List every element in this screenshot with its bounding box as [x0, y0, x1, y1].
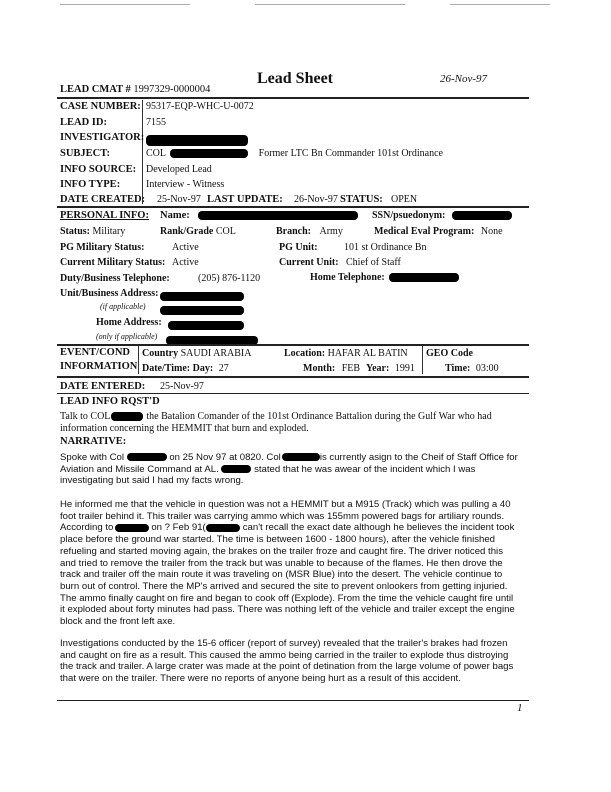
info-type-value: Interview - Witness	[146, 179, 225, 190]
home-address-label: Home Address:	[96, 317, 162, 328]
current-status-label: Current Military Status:	[60, 257, 166, 268]
case-rule	[57, 206, 529, 208]
location-value: HAFAR AL BATIN	[327, 348, 408, 359]
header-rule	[57, 97, 529, 99]
year-value: 1991	[394, 363, 415, 374]
lead-cmat	[60, 84, 210, 95]
event-label-2: INFORMATION	[60, 361, 138, 372]
subject-value	[146, 148, 443, 159]
date-entered-value: 25-Nov-97	[160, 381, 204, 392]
narrative-paragraph-1	[60, 452, 520, 487]
narrative-p1-text-a: Spoke with Col	[60, 452, 124, 463]
pg-unit-value: 101 st Ordinance Bn	[344, 242, 427, 253]
scan-artifact-line	[255, 4, 405, 5]
duty-phone-value: (205) 876-1120	[198, 273, 261, 284]
time-field	[445, 363, 499, 374]
case-number-value: 95317-EQP-WHC-U-0072	[146, 101, 254, 112]
scan-artifact-line	[450, 4, 550, 5]
country-value: SAUDI ARABIA	[180, 348, 252, 359]
narrative-p2-text-b: on ? Feb 91(	[151, 522, 206, 534]
unit-address-label: Unit/Business Address:	[60, 288, 159, 299]
duty-phone-label: Duty/Business Telephone:	[60, 273, 170, 284]
footer-rule	[57, 700, 529, 701]
event-label-1: EVENT/COND	[60, 347, 131, 358]
last-update-value: 26-Nov-97	[294, 194, 338, 205]
lead-info-line-1	[60, 411, 492, 422]
pg-unit-label: PG Unit:	[279, 242, 318, 253]
day-value: 27	[218, 363, 229, 374]
rank-label: Rank/Grade	[160, 226, 214, 237]
ssn-field	[372, 210, 512, 221]
narrative-p1-text-d: Aviation and Missile Command at AL.	[60, 463, 219, 475]
year-field	[366, 363, 415, 374]
date-entered-rule	[57, 393, 529, 394]
subject-rank: COL	[146, 148, 166, 159]
narrative-p2-text-c: can't recall the exact date although he believes the incident took place before the ground war started. The time is between 1600 - 1800 hours), after the vehicle finished refueling and started moving again, the brakes on the trailer froze and caught fire. The driver noticed this and tried to remove the trailer from the track but was unable to because of the flames. He then drove the track and trailer off the main route it was traveling on (MSR Blue) into the desert. The vehicle continue to burn out of control. There the MP's arrived and secured the site to prevent onlookers from getting injuried. The ammo finally caught on fire and began to cook off (Explode). From the time the vehicle caught fire until it exploded about forty minutes had pass. There was nothing left of the vehicle and trailer except the engine block and the front left axe.	[60, 522, 515, 628]
document-title: Lead Sheet	[257, 70, 333, 87]
lead-id-label: LEAD ID:	[60, 117, 107, 128]
med-eval-field	[374, 226, 503, 237]
time-value: 03:00	[475, 363, 499, 374]
month-field	[303, 363, 360, 374]
subject-description: Former LTC Bn Commander 101st Ordinance	[258, 148, 443, 159]
lead-info-line-2: information concerning the HEMMIT that burn and exploded.	[60, 423, 309, 434]
month-value: FEB	[341, 363, 361, 374]
lead-info-redaction	[111, 412, 143, 421]
branch-field	[276, 226, 343, 237]
datetime-field	[142, 363, 229, 374]
geo-divider	[422, 346, 423, 374]
investigator-label: INVESTIGATOR:	[60, 132, 145, 143]
current-unit-label: Current Unit:	[279, 257, 339, 268]
lead-info-label: LEAD INFO RQST'D	[60, 396, 160, 407]
narrative-p1-text-b: on 25 Nov 97 at 0820. Col	[169, 452, 281, 463]
personal-rule	[57, 344, 529, 346]
case-divider	[142, 100, 143, 204]
home-address-redaction-2	[166, 331, 258, 349]
narrative-p1-text-e: stated that he was awear of the incident which I was	[254, 463, 476, 475]
date-created-label: DATE CREATED:	[60, 194, 146, 205]
branch-value: Army	[319, 226, 343, 237]
if-applicable-note: (if applicable)	[100, 302, 146, 311]
current-status-value: Active	[172, 257, 199, 268]
status-value: OPEN	[391, 194, 418, 205]
lead-id-value: 7155	[146, 117, 166, 128]
med-eval-value: None	[480, 226, 503, 237]
home-phone-redaction	[389, 273, 459, 282]
date-entered-label: DATE ENTERED:	[60, 381, 146, 392]
header-date: 26-Nov-97	[440, 73, 488, 85]
narrative-label: NARRATIVE:	[60, 436, 127, 447]
subject-label: SUBJECT:	[60, 148, 110, 159]
country-field	[142, 348, 251, 359]
info-type-label: INFO TYPE:	[60, 179, 121, 190]
narrative-p1-text-f: investigating but said I had my facts wrong.	[60, 475, 244, 487]
lead-info-text-b: the Batalion Comander of the 101st Ordinance Battalion during the Gulf War who had	[146, 411, 492, 422]
personal-info-label: PERSONAL INFO:	[60, 210, 149, 221]
last-update-label: LAST UPDATE:	[207, 194, 283, 205]
narrative-redaction	[115, 524, 149, 532]
lead-cmat-label: LEAD CMAT #	[60, 84, 131, 95]
event-rule	[57, 376, 529, 378]
home-phone-field	[310, 272, 459, 283]
country-label: Country	[142, 348, 179, 359]
name-field	[160, 210, 358, 221]
date-created-value: 25-Nov-97	[157, 194, 201, 205]
narrative-p1-text-c: is currently asign to the Cheif of Staff Office for	[319, 452, 518, 463]
narrative-paragraph-2	[60, 499, 520, 628]
home-phone-label: Home Telephone:	[310, 272, 385, 283]
personal-status-label: Status:	[60, 226, 91, 237]
only-if-applicable-note: (only if applicable)	[96, 332, 158, 341]
narrative-redaction	[206, 524, 240, 532]
location-label: Location:	[284, 348, 326, 359]
subject-redaction	[170, 149, 248, 158]
case-number-label: CASE NUMBER:	[60, 101, 141, 112]
lead-cmat-value: 1997329-0000004	[133, 84, 211, 95]
datetime-label: Date/Time:	[142, 363, 191, 374]
current-unit-value: Chief of Staff	[346, 257, 401, 268]
month-label: Month:	[303, 363, 336, 374]
narrative-redaction	[282, 453, 320, 461]
name-redaction	[198, 211, 358, 220]
rank-value: COL	[215, 226, 236, 237]
event-divider	[138, 346, 139, 374]
personal-status-value: Military	[92, 226, 126, 237]
day-label: Day:	[192, 363, 214, 374]
geo-code-label: GEO Code	[426, 348, 473, 359]
narrative-redaction	[127, 453, 167, 461]
ssn-label: SSN/psuedonym:	[372, 210, 446, 221]
scan-artifact-line	[60, 4, 190, 5]
time-label: Time:	[445, 363, 471, 374]
narrative-redaction	[221, 465, 251, 473]
rank-field	[160, 226, 236, 237]
lead-info-text-a: Talk to COL	[60, 411, 111, 422]
narrative-paragraph-3: Investigations conducted by the 15-6 officer (report of survey) revealed that the trailer's brakes had frozen and caught on fire as a result. This caused the ammo being carried in the trailer to explode thus distroying the track and trailer. A large crater was made at the point of detination from the large volume of power bags that were on the trailer. There were no reports of anyone being hurt as a result of this accident.	[60, 638, 514, 685]
pg-status-value: Active	[172, 242, 199, 253]
med-eval-label: Medical Eval Program:	[374, 226, 475, 237]
page-number: 1	[517, 702, 523, 714]
name-label: Name:	[160, 210, 190, 221]
location-field	[284, 348, 408, 359]
personal-status	[60, 226, 125, 237]
status-label: STATUS:	[340, 194, 383, 205]
narrative-p2-text-a: He informed me that the vehicle in question was not a HEMMIT but a M915 (Track) which was pulling a 40 foot trailer behind it. This trailer was carrying ammo which was 155mm powered bags for artiliary rounds. According to	[60, 499, 511, 534]
branch-label: Branch:	[276, 226, 311, 237]
pg-status-label: PG Military Status:	[60, 242, 145, 253]
info-source-label: INFO SOURCE:	[60, 164, 137, 175]
ssn-redaction	[452, 211, 512, 220]
investigator-redaction	[146, 131, 248, 149]
year-label: Year:	[366, 363, 390, 374]
info-source-value: Developed Lead	[146, 164, 212, 175]
